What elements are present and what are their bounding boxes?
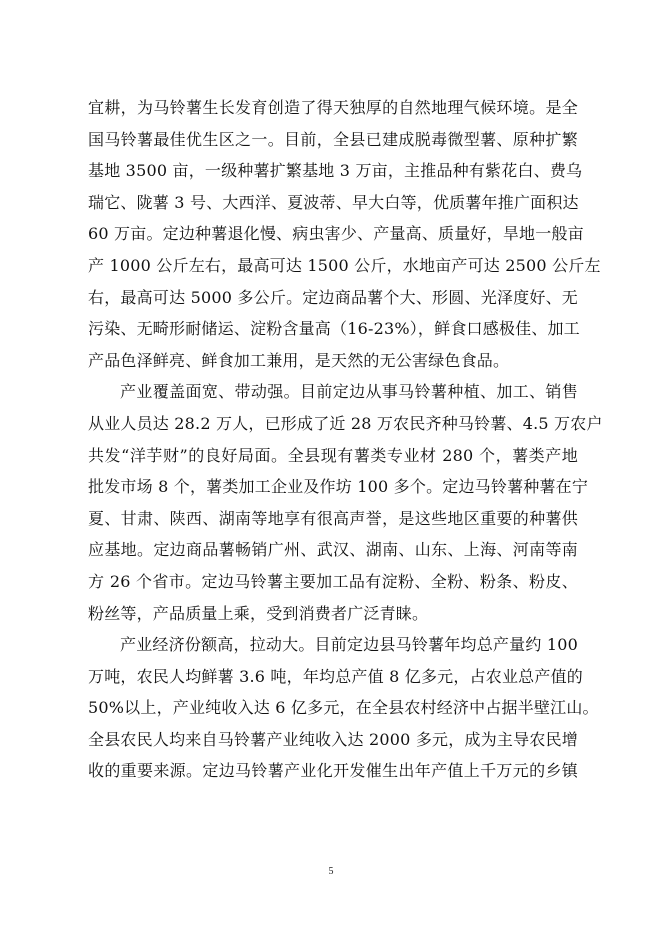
paragraph-1-line-3: 基地 3500 亩，一级种薯扩繁基地 3 万亩，主推品种有紫花白、费乌 xyxy=(88,161,583,181)
paragraph-2-line-7: 方 26 个省市。定边马铃薯主要加工品有淀粉、全粉、粉条、粉皮、 xyxy=(88,571,578,591)
paragraph-3-line-3: 50%以上，产业纯收入达 6 亿多元，在全县农村经济中占据半壁江山。 xyxy=(88,698,599,718)
paragraph-2-line-3: 共发“洋芋财”的良好局面。全县现有薯类专业材 280 个，薯类产地 xyxy=(88,445,578,465)
paragraph-2-line-1: 产业覆盖面宽、带动强。目前定边从事马铃薯种植、加工、销售 xyxy=(120,382,578,402)
paragraph-3-line-1: 产业经济份额高，拉动大。目前定边县马铃薯年均总产量约 100 xyxy=(120,635,578,655)
paragraph-2-line-5: 夏、甘肃、陕西、湖南等地享有很高声誉，是这些地区重要的种薯供 xyxy=(88,508,578,528)
paragraph-3-line-4: 全县农民人均来自马铃薯产业纯收入达 2000 多元，成为主导农民增 xyxy=(88,729,578,749)
paragraph-1-line-2: 国马铃薯最佳优生区之一。目前，全县已建成脱毒微型薯、原种扩繁 xyxy=(88,129,578,149)
paragraph-1-line-1: 宜耕，为马铃薯生长发育创造了得天独厚的自然地理气候环境。是全 xyxy=(88,98,578,117)
paragraph-1-line-9: 产品色泽鲜亮、鲜食加工兼用，是天然的无公害绿色食品。 xyxy=(88,350,510,370)
paragraph-1-line-4: 瑞它、陇薯 3 号、大西洋、夏波蒂、早大白等，优质薯年推广面积达 xyxy=(88,192,579,212)
paragraph-1-line-6: 产 1000 公斤左右，最高可达 1500 公斤，水地亩产可达 2500 公斤左 xyxy=(88,255,601,275)
paragraph-1-line-5: 60 万亩。定边种薯退化慢、病虫害少、产量高、质量好，旱地一般亩 xyxy=(88,224,584,244)
paragraph-1-line-8: 污染、无畸形耐储运、淀粉含量高（16-23%），鲜食口感极佳、加工 xyxy=(88,319,580,339)
paragraph-1-line-7: 右，最高可达 5000 多公斤。定边商品薯个大、形圆、光泽度好、无 xyxy=(88,287,578,307)
page-number: 5 xyxy=(328,866,334,877)
paragraph-3-line-2: 万吨，农民人均鲜薯 3.6 吨，年均总产值 8 亿多元，占农业总产值的 xyxy=(88,666,583,686)
body-text xyxy=(88,92,603,787)
paragraph-2-line-6: 应基地。定边商品薯畅销广州、武汉、湖南、山东、上海、河南等南 xyxy=(88,540,578,560)
paragraph-2-line-8: 粉丝等，产品质量上乘，受到消费者广泛青睐。 xyxy=(88,603,429,623)
paragraph-3-line-5: 收的重要来源。定边马铃薯产业化开发催生出年产值上千万元的乡镇 xyxy=(88,761,578,781)
paragraph-2-line-2: 从业人员达 28.2 万人，已形成了近 28 万农民齐种马铃薯、4.5 万农户 xyxy=(88,413,603,433)
paragraph-2-line-4: 批发市场 8 个，薯类加工企业及作坊 100 多个。定边马铃薯种薯在宁 xyxy=(88,477,589,497)
